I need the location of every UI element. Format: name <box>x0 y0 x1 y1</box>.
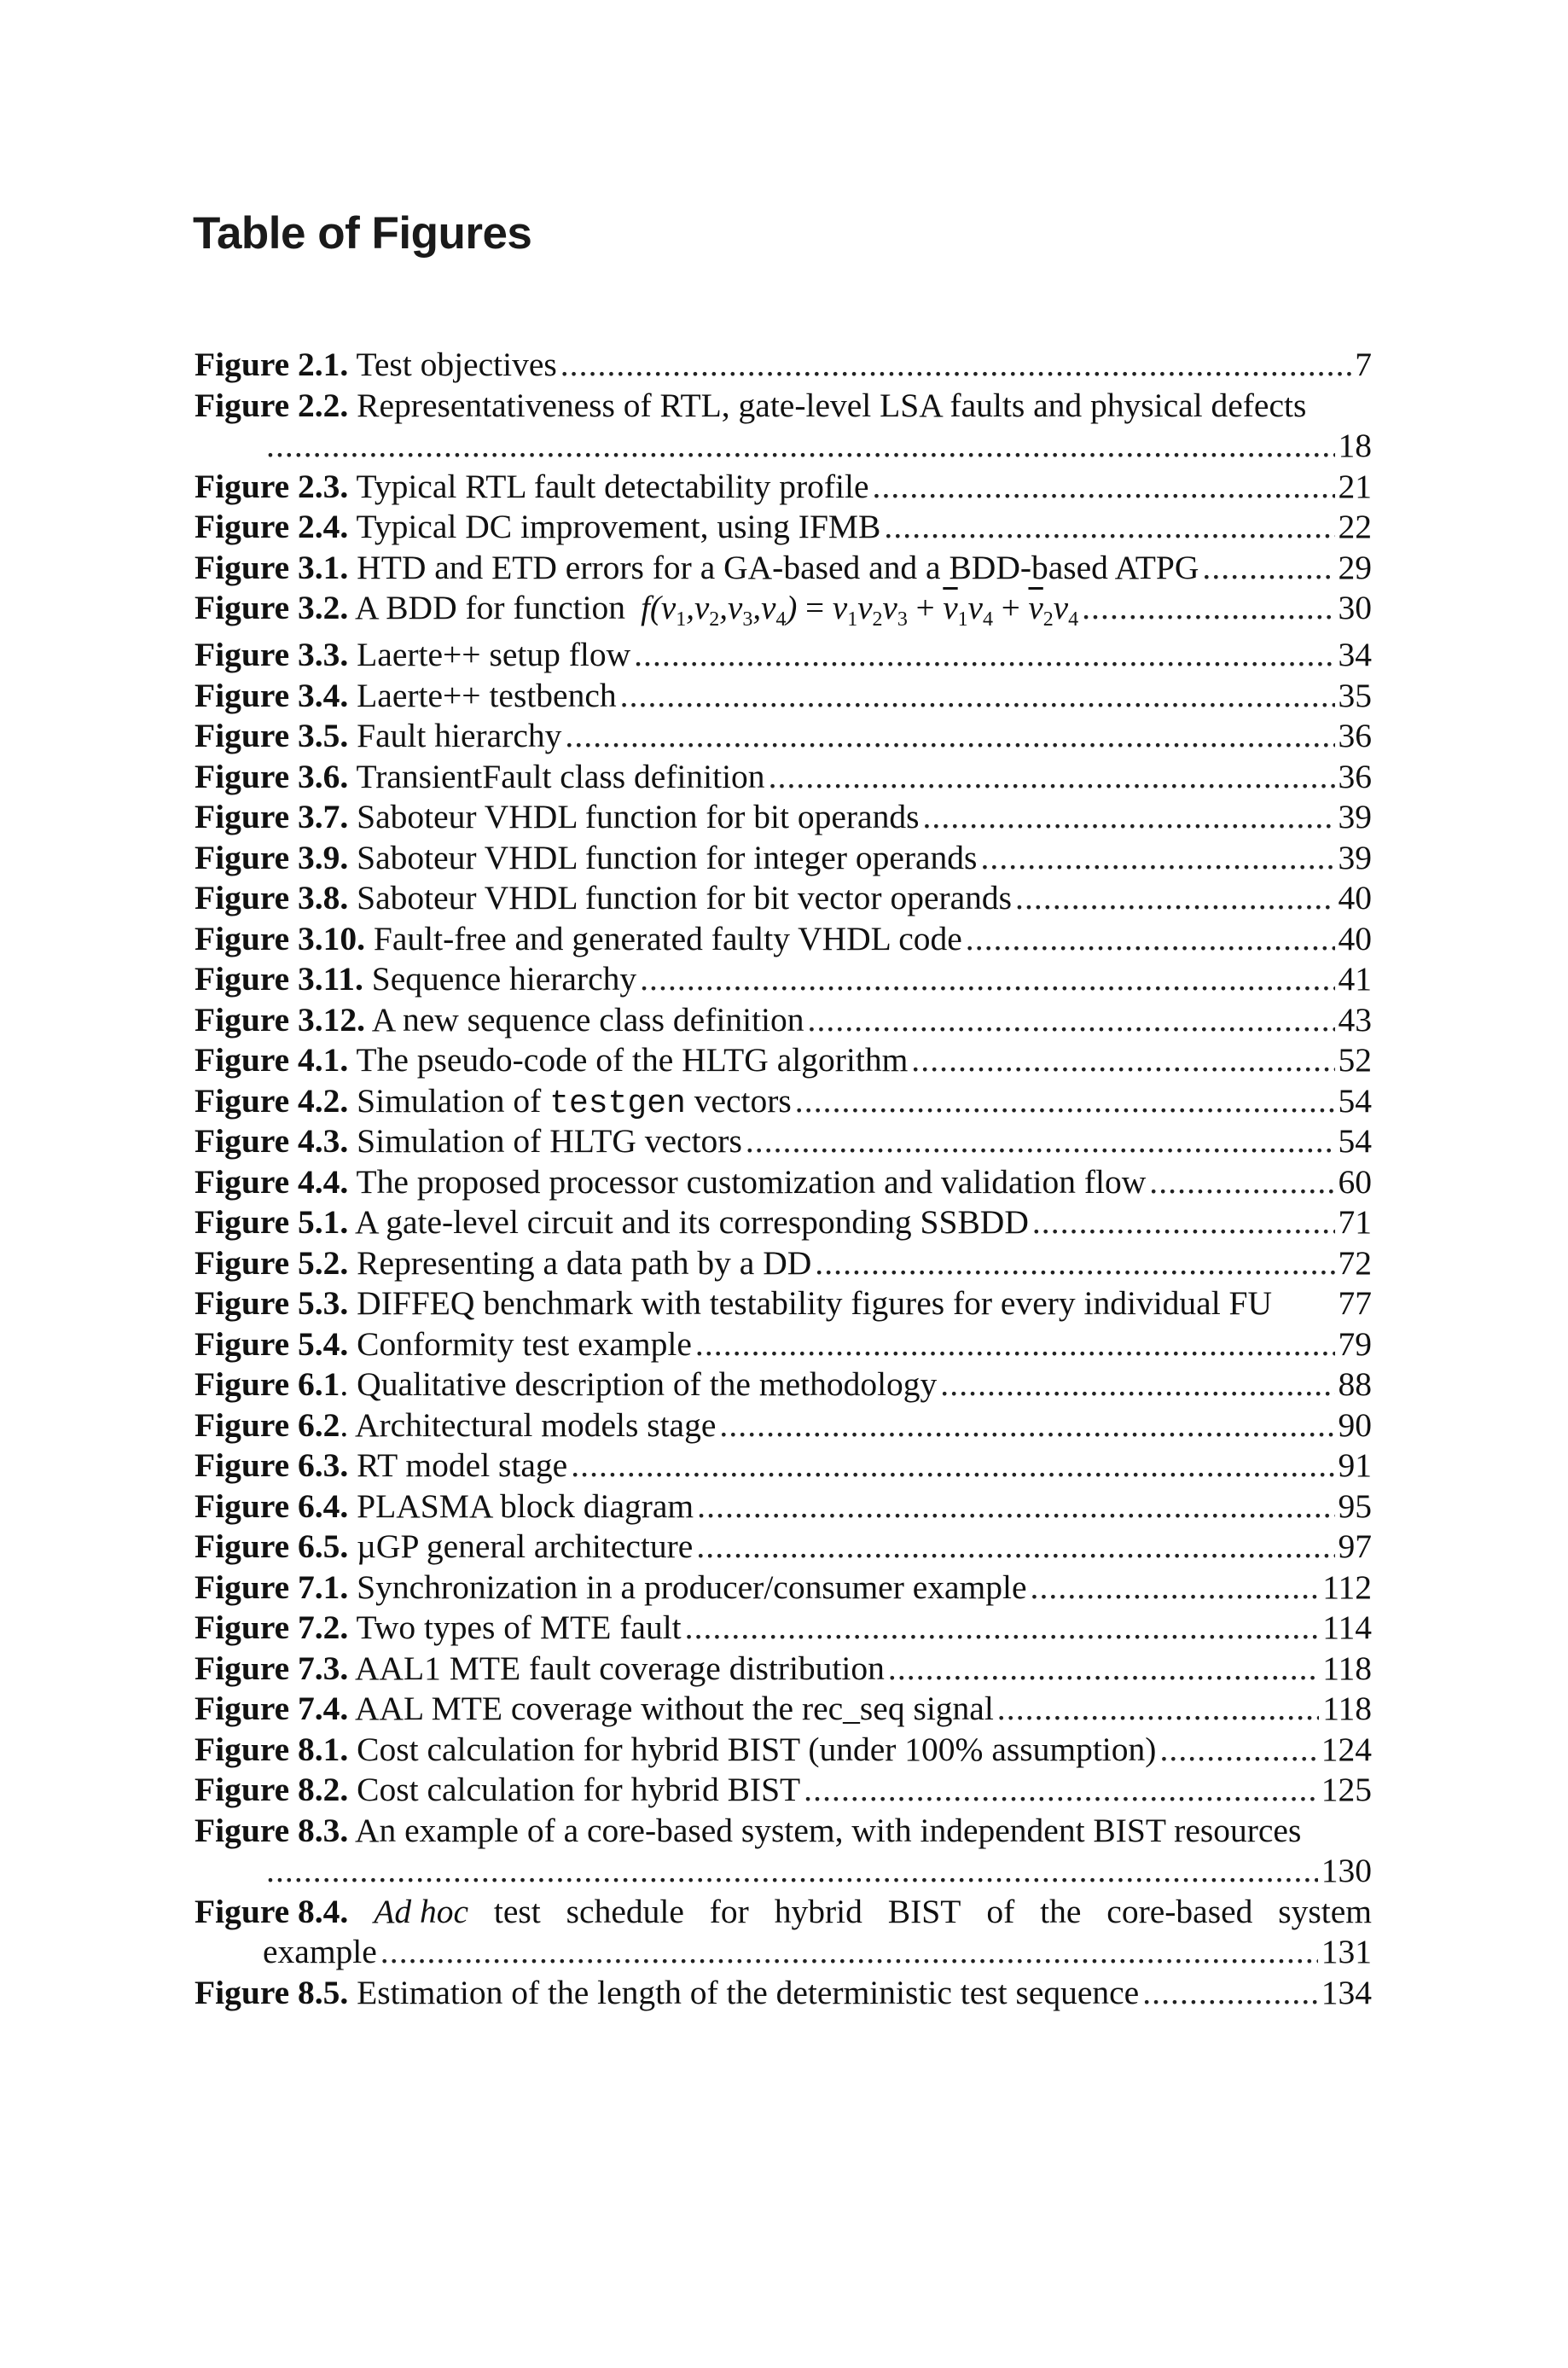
figure-title: Laerte++ testbench <box>348 676 617 714</box>
toc-entry[interactable] <box>195 1770 1372 1811</box>
figure-title: Typical RTL fault detectability profile <box>348 467 869 505</box>
leader-dots <box>696 1527 1334 1568</box>
figure-title: . Architectural models stage <box>340 1405 717 1444</box>
figure-title: PLASMA block diagram <box>348 1487 694 1525</box>
page-number: 41 <box>1338 960 1372 998</box>
leader-dots <box>1032 1202 1335 1243</box>
figure-label: Figure 5.1. <box>195 1203 349 1241</box>
figure-label: Figure 8.1. <box>195 1730 349 1768</box>
figure-label: Figure 3.9. <box>195 838 349 876</box>
toc-entry[interactable] <box>195 838 1372 879</box>
leader-dots <box>997 1689 1319 1730</box>
leader-dots <box>697 1487 1334 1527</box>
figure-label: Figure 3.1. <box>195 548 349 586</box>
leader-dots <box>966 919 1335 960</box>
figure-title-cont: example <box>263 1933 377 1970</box>
page-number: 118 <box>1322 1649 1372 1687</box>
toc-entry[interactable] <box>195 959 1372 1000</box>
figure-label: Figure 6.4. <box>195 1487 349 1525</box>
toc-entry[interactable] <box>195 716 1372 757</box>
toc-entry[interactable] <box>195 635 1372 676</box>
figure-title: Saboteur VHDL function for bit operands <box>348 798 920 835</box>
page-number: 72 <box>1338 1243 1372 1282</box>
toc-entry[interactable] <box>195 467 1372 508</box>
toc-entry[interactable] <box>195 1364 1372 1405</box>
page-number: 125 <box>1321 1771 1372 1808</box>
page-number: 60 <box>1338 1162 1372 1201</box>
page-number: 54 <box>1338 1081 1372 1120</box>
leader-dots <box>640 959 1334 1000</box>
figure-label: Figure 6.5. <box>195 1527 349 1565</box>
figure-title: Figure 8.4. Ad hoc test schedule for hybrid BIST of the core-based system <box>195 1892 1372 1933</box>
page-number: 39 <box>1338 838 1372 876</box>
figure-title: The proposed processor customization and validation flow <box>348 1162 1147 1201</box>
toc-entry[interactable] <box>195 878 1372 919</box>
toc-entry[interactable] <box>195 757 1372 798</box>
figure-title: Cost calculation for hybrid BIST <box>348 1771 801 1808</box>
figure-label: Figure 6.1 <box>195 1365 340 1403</box>
leader-dots <box>884 507 1334 548</box>
toc-entry[interactable] <box>195 1568 1372 1609</box>
figure-title: DIFFEQ benchmark with testability figures for every individual FU <box>348 1284 1273 1322</box>
figure-label: Figure 5.4. <box>195 1324 349 1363</box>
toc-entry[interactable] <box>195 1527 1372 1568</box>
page-number: 71 <box>1338 1203 1372 1241</box>
leader-dots <box>380 1932 1318 1973</box>
page-title: Table of Figures <box>193 208 532 259</box>
figure-label: Figure 2.4. <box>195 508 349 545</box>
page-number: 114 <box>1322 1609 1372 1646</box>
figure-label: Figure 2.1. <box>195 346 349 383</box>
page-number: 40 <box>1338 919 1372 957</box>
toc-entry[interactable] <box>195 1446 1372 1487</box>
leader-dots <box>266 426 1335 467</box>
figure-label: Figure 4.4. <box>195 1162 349 1201</box>
toc-entry[interactable] <box>195 1283 1372 1324</box>
figure-title: Fault hierarchy <box>348 717 562 754</box>
toc-entry[interactable] <box>195 1973 1372 2014</box>
figure-title: A new sequence class definition <box>365 1000 804 1039</box>
leader-dots <box>746 1121 1335 1162</box>
figure-label: Figure 3.7. <box>195 798 349 835</box>
figure-title: A BDD for function <box>348 589 626 626</box>
page-number: 77 <box>1338 1284 1372 1322</box>
figure-title-rest: vectors <box>685 1081 792 1120</box>
figure-label: Figure 6.3. <box>195 1446 349 1484</box>
page-number: 40 <box>1338 879 1372 916</box>
figure-label: Figure 6.2 <box>195 1405 340 1444</box>
figure-title: HTD and ETD errors for a GA-based and a BDD-based ATPG <box>348 548 1199 586</box>
leader-dots <box>873 467 1335 508</box>
page-number: 43 <box>1338 1000 1372 1039</box>
figure-label: Figure 3.8. <box>195 879 349 916</box>
toc-entry[interactable] <box>195 1689 1372 1730</box>
toc-entry[interactable] <box>195 1121 1372 1162</box>
figure-label: Figure 8.3. <box>195 1811 349 1849</box>
figure-title: Cost calculation for hybrid BIST (under 100% assumption) <box>348 1730 1157 1768</box>
figure-title: A gate-level circuit and its corresponding SSBDD <box>348 1203 1029 1241</box>
page-number: 35 <box>1338 676 1372 714</box>
toc-entry[interactable] <box>195 1000 1372 1041</box>
toc-entry[interactable] <box>195 1649 1372 1690</box>
figure-title: Two types of MTE fault <box>348 1609 682 1646</box>
page-number: 90 <box>1338 1405 1372 1444</box>
figure-title: RT model stage <box>348 1446 568 1484</box>
page-number: 18 <box>1338 427 1372 464</box>
toc-entry[interactable] <box>195 1040 1372 1081</box>
toc-entry[interactable] <box>195 1202 1372 1243</box>
table-of-figures <box>195 345 1372 2013</box>
figure-label: Figure 2.2. <box>195 386 349 424</box>
figure-title: The pseudo-code of the HLTG algorithm <box>348 1041 909 1079</box>
leader-dots <box>719 1405 1334 1446</box>
figure-title: AAL1 MTE fault coverage distribution <box>348 1649 885 1687</box>
leader-dots <box>911 1040 1334 1081</box>
leader-dots <box>940 1364 1334 1405</box>
leader-dots <box>808 1000 1335 1041</box>
leader-dots <box>266 1851 1318 1892</box>
page-number: 91 <box>1338 1446 1372 1484</box>
leader-dots <box>634 635 1334 676</box>
toc-entry[interactable] <box>195 1081 1372 1122</box>
leader-dots <box>685 1608 1320 1649</box>
leader-dots <box>1031 1568 1320 1609</box>
page-number: 30 <box>1338 589 1372 626</box>
figure-label: Figure 3.12. <box>195 1000 366 1039</box>
figure-label: Figure 7.1. <box>195 1568 349 1606</box>
figure-title: Conformity test example <box>348 1324 692 1363</box>
toc-entry[interactable] <box>195 1324 1372 1365</box>
leader-dots <box>804 1770 1318 1811</box>
page-number: 34 <box>1338 636 1372 673</box>
leader-dots <box>1149 1162 1334 1203</box>
figure-title: Simulation of <box>348 1081 550 1120</box>
page-number: 124 <box>1321 1730 1372 1768</box>
page-number: 39 <box>1338 798 1372 835</box>
leader-dots <box>815 1243 1334 1284</box>
page-number: 88 <box>1338 1365 1372 1403</box>
page-number: 52 <box>1338 1041 1372 1079</box>
page-number: 22 <box>1338 508 1372 545</box>
figure-label: Figure 7.2. <box>195 1609 349 1646</box>
figure-title: AAL MTE coverage without the rec_seq signal <box>348 1690 994 1727</box>
page-number: 21 <box>1338 467 1372 505</box>
page-number: 130 <box>1321 1852 1372 1889</box>
toc-entry[interactable] <box>195 1243 1372 1284</box>
figure-label: Figure 3.6. <box>195 757 349 795</box>
page-number: 97 <box>1338 1527 1372 1565</box>
leader-dots <box>620 676 1335 717</box>
figure-title: Simulation of HLTG vectors <box>348 1122 742 1160</box>
page-number: 112 <box>1322 1568 1372 1606</box>
figure-label: Figure 5.2. <box>195 1243 349 1282</box>
figure-label: Figure 2.3. <box>195 467 349 505</box>
figure-label: Figure 8.2. <box>195 1771 349 1808</box>
page-number: 7 <box>1355 346 1372 383</box>
leader-dots <box>565 716 1334 757</box>
page-number: 54 <box>1338 1122 1372 1160</box>
toc-entry[interactable] <box>195 676 1372 717</box>
leader-dots <box>922 797 1334 838</box>
boolean-formula: $f(v_1,v_2,v_3,v_4) = v_1v_2v_3 + \overline{v}_1v_4 + \overline{v}_2v_4$ <box>641 590 1079 631</box>
leader-dots <box>1202 548 1334 589</box>
leader-dots <box>1159 1730 1317 1771</box>
figure-label: Figure 3.2. <box>195 589 349 626</box>
figure-title: Representativeness of RTL, gate-level LSA faults and physical defects <box>348 386 1307 424</box>
figure-label: Figure 4.3. <box>195 1122 349 1160</box>
leader-dots <box>1015 878 1334 919</box>
page-number: 95 <box>1338 1487 1372 1525</box>
figure-title: Test objectives <box>348 346 557 383</box>
toc-entry[interactable] <box>195 345 1372 386</box>
figure-label: Figure 3.5. <box>195 717 349 754</box>
toc-entry[interactable] <box>195 1730 1372 1771</box>
figure-label: Figure 7.4. <box>195 1690 349 1727</box>
figure-title: Saboteur VHDL function for integer operands <box>348 838 978 876</box>
figure-title: . Qualitative description of the methodology <box>340 1365 938 1403</box>
leader-dots <box>769 757 1335 798</box>
figure-label: Figure 7.3. <box>195 1649 349 1687</box>
page-number: 134 <box>1321 1973 1372 2011</box>
figure-title: Representing a data path by a DD <box>348 1243 812 1282</box>
toc-entry[interactable] <box>195 797 1372 838</box>
figure-title: An example of a core-based system, with independent BIST resources <box>348 1811 1302 1849</box>
figure-title: Typical DC improvement, using IFMB <box>348 508 881 545</box>
code-term: testgen <box>549 1085 686 1122</box>
figure-label: Figure 8.5. <box>195 1973 349 2011</box>
figure-title: µGP general architecture <box>348 1527 694 1565</box>
figure-title: Sequence hierarchy <box>363 960 637 998</box>
leader-dots <box>795 1081 1335 1122</box>
figure-title: Synchronization in a producer/consumer example <box>348 1568 1027 1606</box>
figure-label: Figure 3.4. <box>195 676 349 714</box>
figure-label: Figure 5.3. <box>195 1284 349 1322</box>
toc-entry[interactable] <box>195 1162 1372 1203</box>
page-number: 131 <box>1321 1933 1372 1970</box>
toc-entry[interactable] <box>195 588 1372 635</box>
leader-dots <box>695 1324 1335 1365</box>
figure-title: Laerte++ setup flow <box>348 636 631 673</box>
page-number: 36 <box>1338 757 1372 795</box>
leader-dots <box>1142 1973 1318 2014</box>
leader-dots <box>560 345 1352 386</box>
leader-dots <box>1082 588 1334 629</box>
toc-entry[interactable] <box>195 1487 1372 1527</box>
page-number: 29 <box>1338 548 1372 586</box>
figure-label: Figure 3.3. <box>195 636 349 673</box>
toc-entry[interactable] <box>195 507 1372 548</box>
page-number: 118 <box>1322 1690 1372 1727</box>
leader-dots <box>888 1649 1319 1690</box>
toc-entry[interactable] <box>195 1811 1372 1892</box>
page-number: 79 <box>1338 1324 1372 1363</box>
toc-entry[interactable] <box>195 1405 1372 1446</box>
toc-entry[interactable] <box>195 1892 1372 1973</box>
leader-dots <box>980 838 1334 879</box>
toc-entry[interactable] <box>195 548 1372 589</box>
figure-label: Figure 3.11. <box>195 960 363 998</box>
figure-label: Figure 4.1. <box>195 1041 349 1079</box>
toc-entry[interactable] <box>195 1608 1372 1649</box>
leader-dots <box>571 1446 1334 1487</box>
figure-label: Figure 4.2. <box>195 1081 349 1120</box>
figure-label: Figure 8.4. <box>195 1892 349 1930</box>
figure-label: Figure 3.10. <box>195 919 366 957</box>
figure-title: Fault-free and generated faulty VHDL code <box>365 919 962 957</box>
toc-entry[interactable] <box>195 386 1372 467</box>
figure-title: Saboteur VHDL function for bit vector operands <box>348 879 1013 916</box>
toc-entry[interactable] <box>195 919 1372 960</box>
page-number: 36 <box>1338 717 1372 754</box>
figure-title: TransientFault class definition <box>348 757 765 795</box>
figure-title: Estimation of the length of the deterministic test sequence <box>348 1973 1140 2011</box>
